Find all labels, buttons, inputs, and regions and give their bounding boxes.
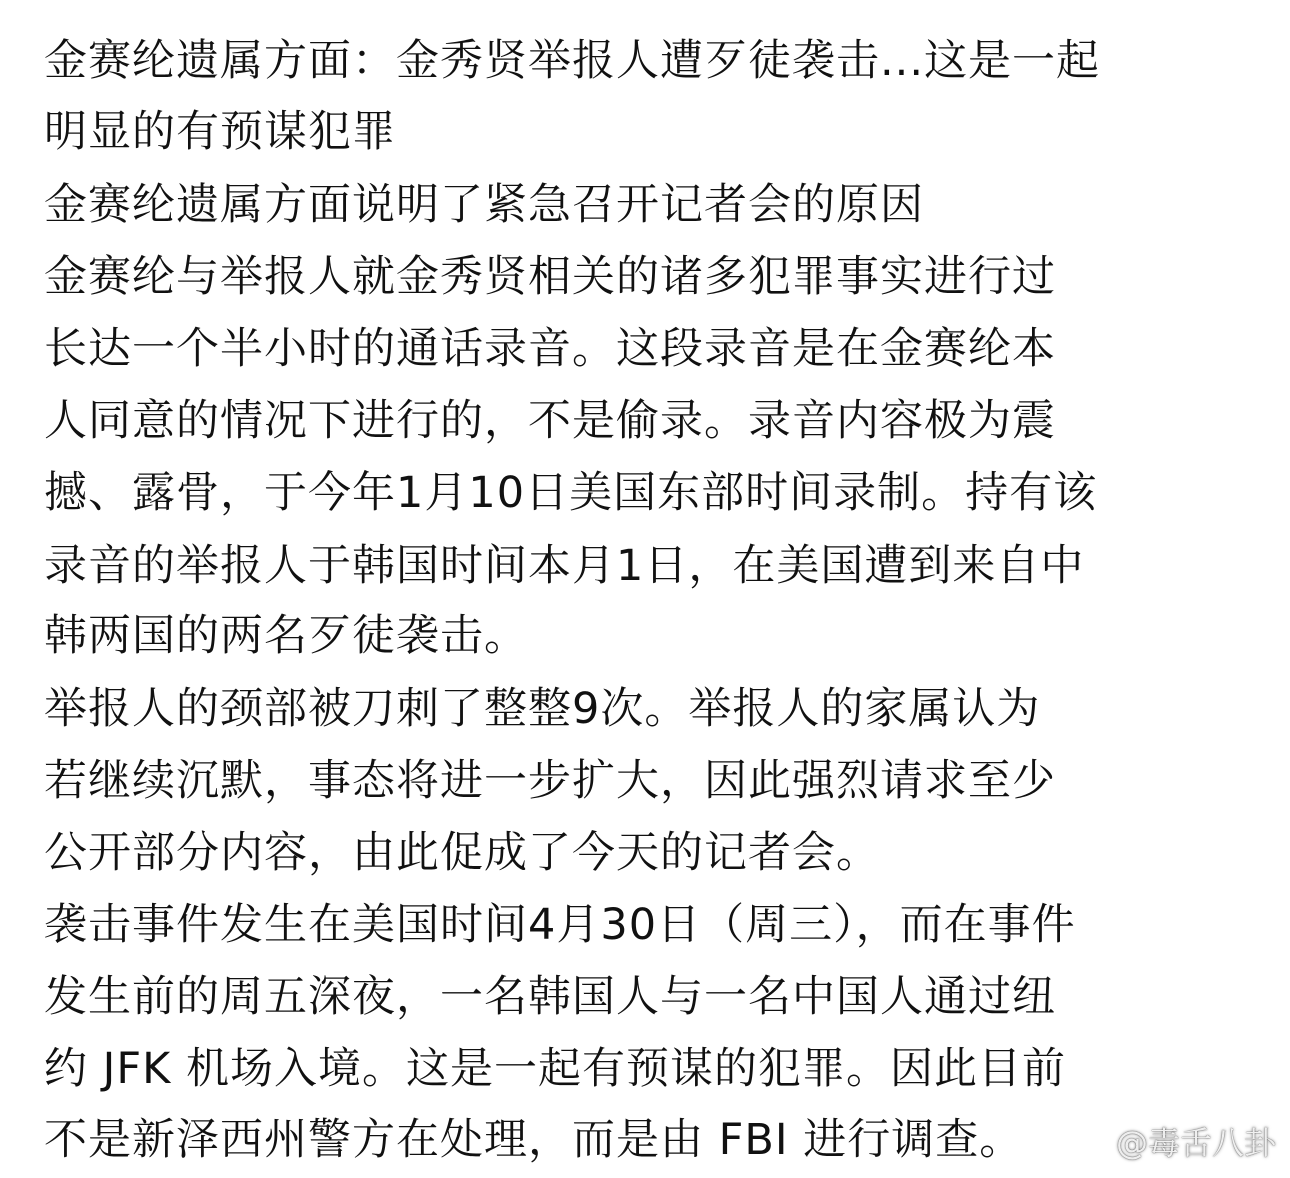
watermark (1068, 1118, 1276, 1164)
text-line: 长达一个半小时的通话录音。这段录音是在金赛纶本 (44, 324, 1056, 374)
text-line: 人同意的情况下进行的，不是偷录。录音内容极为震 (44, 396, 1056, 446)
text-line: 发生前的周五深夜，一名韩国人与一名中国人通过纽 (44, 972, 1056, 1022)
text-line: 举报人的颈部被刀刺了整整9次。举报人的家属认为 (44, 684, 1041, 734)
text-line: 袭击事件发生在美国时间4月30日（周三），而在事件 (44, 900, 1076, 950)
text-line: 不是新泽西州警方在处理，而是由 FBI 进行调查。 (44, 1115, 1024, 1165)
text-line: 约 JFK 机场入境。这是一起有预谋的犯罪。因此目前 (44, 1044, 1066, 1094)
text-line: 金赛纶遗属方面：金秀贤举报人遭歹徒袭击...这是一起 (44, 36, 1101, 86)
text-line: 韩两国的两名歹徒袭击。 (44, 611, 528, 661)
text-line: 金赛纶与举报人就金秀贤相关的诸多犯罪事实进行过 (44, 252, 1056, 302)
text-line: 撼、露骨，于今年1月10日美国东部时间录制。持有该 (44, 468, 1098, 518)
text-line: 公开部分内容，由此促成了今天的记者会。 (44, 828, 880, 878)
text-line: 明显的有预谋犯罪 (44, 107, 396, 157)
text-line: 录音的举报人于韩国时间本月1日，在美国遭到来自中 (44, 541, 1085, 591)
text-line: 若继续沉默，事态将进一步扩大，因此强烈请求至少 (44, 756, 1056, 806)
weibo-logo-icon (1068, 1124, 1108, 1158)
watermark-text: @毒舌八卦 (1115, 1124, 1276, 1162)
text-line: 金赛纶遗属方面说明了紧急召开记者会的原因 (44, 180, 924, 230)
